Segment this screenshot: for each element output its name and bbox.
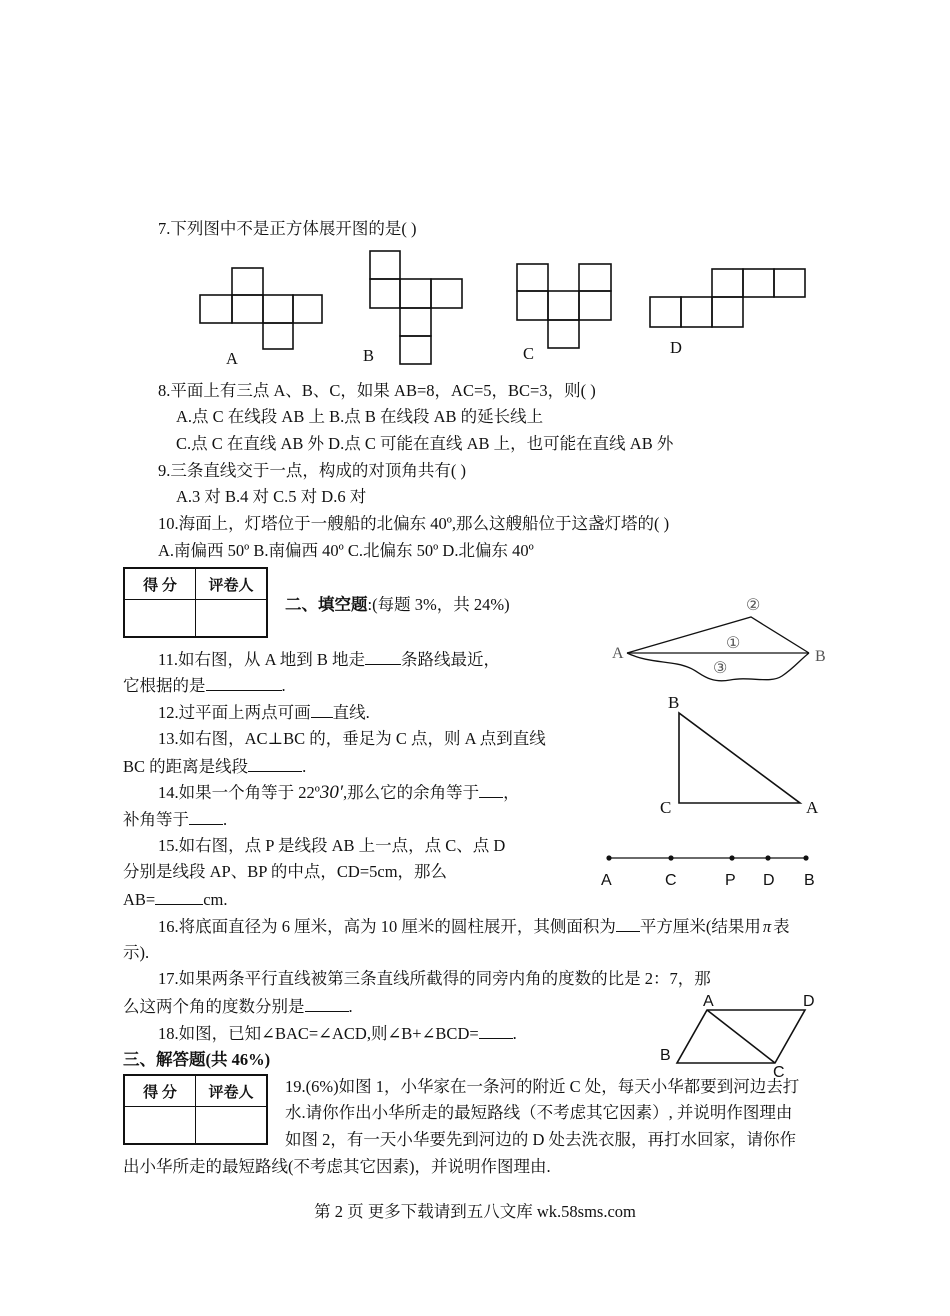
q15-line2: 分别是线段 AP、BP 的中点，CD=5cm，那么 — [123, 862, 448, 881]
q18-point-d: D — [803, 993, 815, 1010]
q16-text-b: 平方厘米(结果用 — [639, 917, 761, 936]
q18-text-b: . — [512, 1024, 517, 1043]
q17-line1: 17.如果两条平行直线被第三条直线所截得的同旁内角的度数的比是 2：7，那 — [158, 969, 711, 988]
section3-title: 三、解答题(共 46%) — [123, 1050, 271, 1069]
grader-header: 评卷人 — [196, 1075, 268, 1107]
q12-text-a: 12.过平面上两点可画 — [158, 703, 311, 722]
q8-stem: 8.平面上有三点 A、B、C，如果 AB=8，AC=5，BC=3，则( ) — [158, 381, 596, 400]
q11-point-b: B — [815, 648, 826, 665]
q11-point-a: A — [612, 645, 624, 662]
q14-text-d: 补角等于 — [123, 810, 189, 829]
q19-line2: 水.请你作出小华所走的最短路线（不考虑其它因素）, 并说明作图理由 — [285, 1103, 793, 1122]
q18-point-c: C — [773, 1064, 785, 1081]
q13-point-c: C — [660, 798, 672, 817]
q15-label-d: D — [763, 872, 775, 889]
section2-title: 二、填空题 — [285, 595, 368, 614]
q13-text-a: BC 的距离是线段 — [123, 757, 249, 776]
q8-options-2: C.点 C 在直线 AB 外 D.点 C 可能在直线 AB 上，也可能在直线 AB 外 — [176, 434, 674, 453]
score-header: 得 分 — [124, 1075, 196, 1107]
grader-header: 评卷人 — [196, 568, 268, 600]
q14-text-e: . — [223, 810, 228, 829]
q9-options: A.3 对 B.4 对 C.5 对 D.6 对 — [176, 487, 367, 506]
q7-label-a: A — [226, 349, 238, 368]
score-cell[interactable] — [124, 1107, 196, 1145]
q16-line2: 示). — [123, 943, 150, 962]
q15-label-p: P — [725, 872, 736, 889]
q15-label-c: C — [665, 872, 677, 889]
q15-line1: 15.如右图，点 P 是线段 AB 上一点，点 C、点 D — [158, 836, 506, 855]
q8-options-1: A.点 C 在线段 AB 上 B.点 B 在线段 AB 的延长线上 — [176, 407, 544, 426]
q11-route-3: ③ — [713, 660, 728, 677]
q19-line1: 19.(6%)如图 1，小华家在一条河的附近 C 处，每天小华都要到河边去打 — [285, 1077, 800, 1096]
q17-text-a: 么这两个角的度数分别是 — [123, 997, 305, 1016]
q13-text-b: . — [302, 757, 307, 776]
q14-minutes: 30′ — [319, 782, 344, 803]
q11-text-d: . — [281, 676, 286, 695]
q19-line3: 如图 2，有一天小华要先到河边的 D 处去洗衣服，再打水回家，请你作 — [285, 1130, 797, 1149]
q9-stem: 9.三条直线交于一点，构成的对顶角共有( ) — [158, 461, 466, 480]
q7-stem: 7.下列图中不是正方体展开图的是( ) — [158, 219, 417, 238]
q11-text-a: 11.如右图，从 A 地到 B 地走 — [158, 650, 366, 669]
q14-text-a: 14.如果一个角等于 22º — [158, 783, 320, 802]
q14-text-b: ,那么它的余角等于 — [343, 783, 480, 802]
q10-options: A.南偏西 50º B.南偏西 40º C.北偏东 50º D.北偏东 40º — [158, 541, 534, 560]
q15-text-a: AB= — [123, 890, 156, 909]
q18-point-b: B — [660, 1047, 671, 1064]
q18-blank[interactable] — [479, 1022, 513, 1039]
q17-text-b: . — [348, 997, 353, 1016]
q16-text-c: 表 — [773, 917, 790, 936]
q19-line4: 出小华所走的最短路线(不考虑其它因素)，并说明作图理由. — [123, 1157, 551, 1176]
q10-stem: 10.海面上，灯塔位于一艘船的北偏东 40º,那么这艘船位于这盏灯塔的( ) — [158, 514, 670, 533]
q7-label-b: B — [363, 346, 375, 365]
q18-line — [158, 1022, 517, 1045]
q13-point-b: B — [668, 693, 680, 712]
q15-label-b: B — [804, 872, 815, 889]
q13-point-a: A — [806, 798, 819, 817]
grader-cell[interactable] — [196, 1107, 268, 1145]
q7-label-d: D — [670, 338, 682, 357]
q12-text-b: 直线. — [332, 703, 370, 722]
q11-route-2: ② — [746, 597, 761, 614]
q15-text-b: cm. — [203, 890, 228, 909]
q13-line1: 13.如右图，AC⊥BC 的，垂足为 C 点，则 A 点到直线 — [158, 729, 546, 748]
q11-text-c: 它根据的是 — [123, 676, 206, 695]
q11-text-b: 条路线最近， — [401, 650, 501, 669]
q15-label-a: A — [601, 872, 612, 889]
q16-text-a: 16.将底面直径为 6 厘米，高为 10 厘米的圆柱展开，其侧面积为 — [158, 917, 616, 936]
q18-text-a: 18.如图，已知∠BAC=∠ACD,则∠B+∠BCD= — [158, 1024, 479, 1043]
q18-point-a: A — [703, 993, 714, 1010]
score-header: 得 分 — [124, 568, 196, 600]
q14-text-c: ， — [503, 783, 520, 802]
q16-pi: π — [762, 917, 772, 936]
q7-label-c: C — [523, 344, 535, 363]
section2-note: :(每题 3%，共 24%) — [367, 595, 510, 614]
score-box-section3 — [123, 1074, 268, 1145]
q11-route-1: ① — [726, 635, 741, 652]
page-footer: 第 2 页 更多下载请到五八文库 wk.58sms.com — [314, 1202, 636, 1221]
